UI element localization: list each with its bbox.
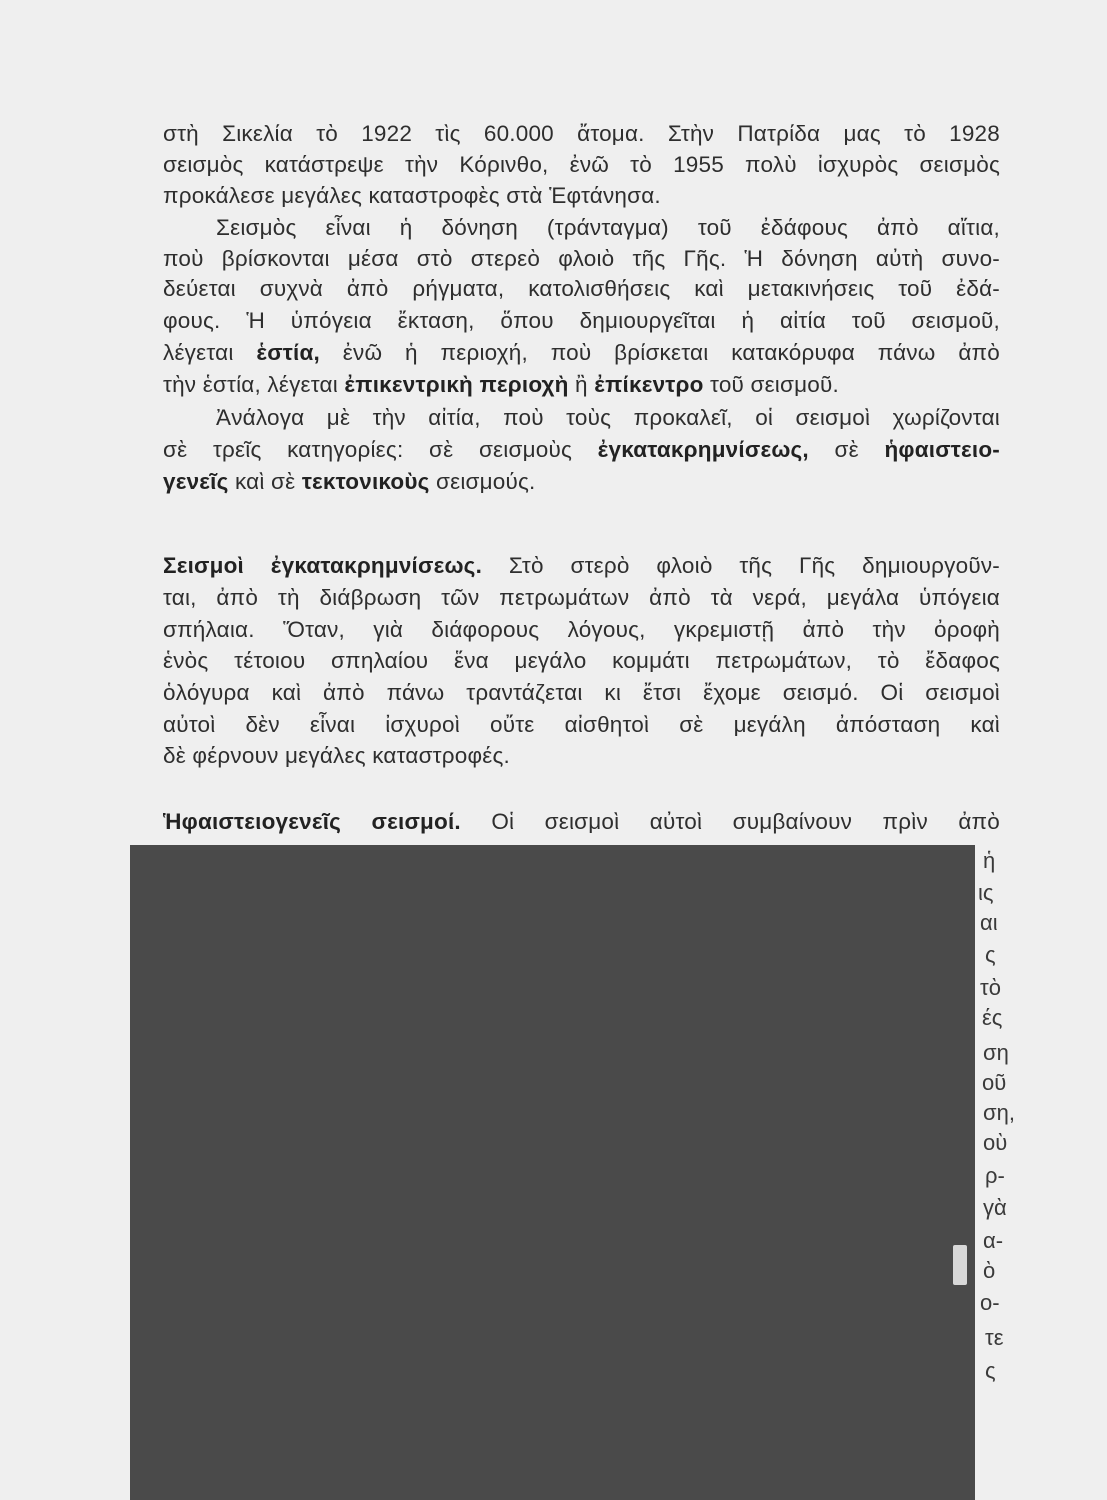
bold-term: γενεῖς: [163, 469, 229, 494]
text-line: [163, 582, 1000, 613]
text-fragment: α-: [983, 1228, 1004, 1253]
bold-term: ἐπίκεντρο: [594, 372, 704, 397]
text-run: ὁλόγυρα καὶ ἀπὸ πάνω τραντάζεται κι ἔτσι ἔχομε σεισμό. Οἱ σεισμοὶ: [163, 680, 1000, 705]
text-run: σπήλαια. Ὅταν, γιὰ διάφορους λόγους, γκρεμιστῇ ἀπὸ τὴν ὀροφὴ: [163, 617, 1000, 642]
bold-term: ἐπικεντρικὴ περιοχὴ: [344, 372, 569, 397]
bold-term: ἐγκατακρημνίσεως,: [597, 437, 809, 462]
text-line: [163, 614, 1000, 645]
text-run: ἐνῶ ἡ περιοχή, ποὺ βρίσκεται κατακόρυφα πάνω ἀπὸ: [319, 340, 1000, 365]
text-line: [163, 273, 1000, 304]
text-fragment: οῦ: [982, 1070, 1007, 1095]
text-fragment: ο-: [980, 1290, 1000, 1315]
bold-term: Σεισμοὶ ἐγκατακρημνίσεως.: [163, 553, 483, 578]
bold-term: ἑστία,: [256, 340, 320, 365]
speck: [953, 1245, 967, 1285]
text-fragment: ις: [978, 880, 994, 905]
text-line: [163, 305, 1000, 336]
text-fragment: οὺ: [983, 1130, 1008, 1155]
text-line: [163, 645, 1000, 676]
text-line: [163, 149, 1000, 180]
text-fragment: ἡ: [983, 848, 996, 873]
text-fragment: γὰ: [983, 1195, 1007, 1220]
text-run: φους. Ἡ ὑπόγεια ἔκταση, ὅπου δημιουργεῖται ἡ αἰτία τοῦ σεισμοῦ,: [163, 308, 1000, 333]
text-line: [216, 402, 1000, 433]
text-run: τὴν ἑστία, λέγεται: [163, 372, 345, 397]
bold-term: τεκτονικοὺς: [301, 469, 430, 494]
text-run: σεισμὸς κατάστρεψε τὴν Κόρινθο, ἐνῶ τὸ 1955 πολὺ ἰσχυρὸς σεισμὸς: [163, 152, 1000, 177]
text-fragment: ὸ: [983, 1258, 996, 1283]
text-line: [163, 550, 1000, 581]
text-run: ἑνὸς τέτοιου σπηλαίου ἕνα μεγάλο κομμάτι πετρωμάτων, τὸ ἔδαφος: [163, 648, 1000, 673]
text-run: προκάλεσε μεγάλες καταστροφὲς στὰ Ἑφτάνησα.: [163, 183, 661, 208]
text-line: [163, 806, 1000, 837]
text-run: καὶ σὲ: [228, 469, 302, 494]
text-run: ται, ἀπὸ τὴ διάβρωση τῶν πετρωμάτων ἀπὸ τὰ νερά, μεγάλα ὑπόγεια: [163, 585, 1000, 610]
text-line: [163, 677, 1000, 708]
text-line: [163, 740, 1000, 771]
text-run: ποὺ βρίσκονται μέσα στὸ στερεὸ φλοιὸ τῆς Γῆς. Ἡ δόνηση αὐτὴ συνο-: [163, 246, 1000, 271]
text-run: στὴ Σικελία τὸ 1922 τὶς 60.000 ἄτομα. Στὴν Πατρίδα μας τὸ 1928: [163, 121, 1000, 146]
text-line: [163, 434, 1000, 465]
text-run: Σεισμὸς εἶναι ἡ δόνηση (τράνταγμα) τοῦ ἐδάφους ἀπὸ αἴτια,: [216, 215, 1000, 240]
text-run: σεισμούς.: [429, 469, 536, 494]
text-line: [163, 709, 1000, 740]
text-line: [163, 337, 1000, 368]
text-fragment: τὸ: [980, 975, 1001, 1000]
redaction-block: [130, 845, 975, 1500]
text-fragment: αι: [980, 910, 998, 935]
text-line: [163, 243, 1000, 274]
text-run: Ἀνάλογα μὲ τὴν αἰτία, ποὺ τοὺς προκαλεῖ, οἱ σεισμοὶ χωρίζονται: [216, 405, 1000, 430]
text-run: τοῦ σεισμοῦ.: [703, 372, 839, 397]
text-fragment: ση: [983, 1040, 1009, 1065]
text-fragment: ς: [985, 1358, 996, 1383]
text-run: λέγεται: [163, 340, 257, 365]
text-run: αὐτοὶ δὲν εἶναι ἰσχυροὶ οὔτε αἰσθητοὶ σὲ μεγάλη ἀπόσταση καὶ: [163, 712, 1000, 737]
text-fragment: ση,: [983, 1100, 1015, 1125]
text-fragment: ές: [982, 1005, 1003, 1030]
text-run: Στὸ στερὸ φλοιὸ τῆς Γῆς δημιουργοῦν-: [482, 553, 1000, 578]
text-run: δὲ φέρνουν μεγάλες καταστροφές.: [163, 743, 510, 768]
text-line: [163, 180, 1000, 211]
text-fragment: ρ-: [985, 1163, 1005, 1188]
text-line: [163, 466, 1000, 497]
text-run: σὲ: [808, 437, 885, 462]
bold-term: Ἡφαιστειογενεῖς σεισμοί.: [163, 809, 461, 834]
text-fragment: τε: [985, 1325, 1004, 1350]
text-run: δεύεται συχνὰ ἀπὸ ρήγματα, κατολισθήσεις καὶ μετακινήσεις τοῦ ἐδά-: [163, 276, 1000, 301]
text-line: [216, 212, 1000, 243]
bold-term: ἡφαιστειο-: [884, 437, 1000, 462]
text-fragment: ς: [985, 942, 996, 967]
text-run: σὲ τρεῖς κατηγορίες: σὲ σεισμοὺς: [163, 437, 598, 462]
text-line: [163, 118, 1000, 149]
text-line: [163, 369, 1000, 400]
text-run: Οἱ σεισμοὶ αὐτοὶ συμβαίνουν πρὶν ἀπὸ: [460, 809, 1000, 834]
text-run: ἢ: [568, 372, 595, 397]
